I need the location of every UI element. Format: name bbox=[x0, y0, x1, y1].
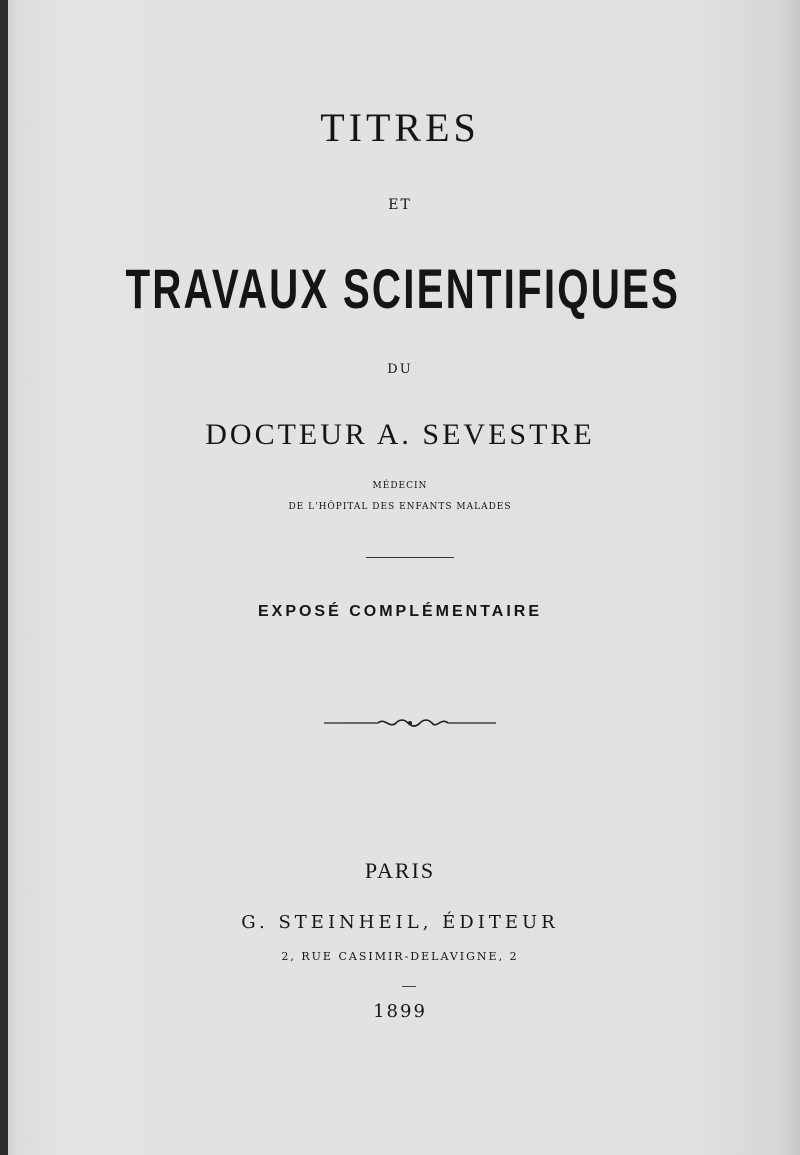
preposition: DU bbox=[387, 362, 413, 377]
subtitle: EXPOSÉ COMPLÉMENTAIRE bbox=[257, 603, 543, 620]
publisher-address: 2, RUE CASIMIR-DELAVIGNE, 2 bbox=[281, 950, 519, 963]
author-position-line-1: MÉDECIN bbox=[372, 481, 428, 491]
publication-city: PARIS bbox=[364, 858, 436, 883]
short-rule bbox=[402, 986, 416, 987]
divider-rule bbox=[366, 557, 454, 558]
title-conjunction: ET bbox=[388, 197, 412, 213]
flourish-divider-icon bbox=[320, 711, 500, 735]
title-line-2: TRAVAUX SCIENTIFIQUES bbox=[125, 257, 681, 320]
publisher: G. STEINHEIL, ÉDITEUR bbox=[241, 912, 559, 933]
binding-edge bbox=[0, 0, 8, 1155]
title-line-1: TITRES bbox=[320, 105, 480, 150]
author-name: DOCTEUR A. SEVESTRE bbox=[205, 418, 595, 451]
author-position-line-2: DE L'HÔPITAL DES ENFANTS MALADES bbox=[288, 502, 512, 512]
publication-year: 1899 bbox=[373, 1001, 427, 1022]
